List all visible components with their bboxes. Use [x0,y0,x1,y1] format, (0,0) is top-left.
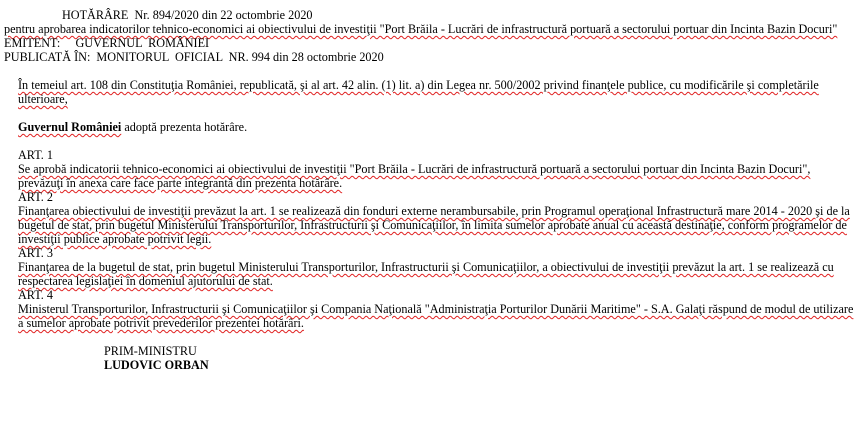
article-heading: ART. 3 [18,246,53,260]
article-text: Finanţarea de la bugetul de stat, prin bugetul Ministerului Transporturilor, Infrastructurii şi Comunicaţiilor, a obiectivului de investiţii prevăzut la art. 1 se realizează cu respectarea legislaţiei în domeniul ajutorului de stat. [18,260,834,288]
adoption-text: adoptă prezenta hotărâre. [121,120,248,134]
document-body [4,8,854,372]
article-heading: ART. 2 [18,190,53,204]
article-text: Se aprobă indicatorii tehnico-economici ai obiectivului de investiţii "Port Brăila - Lucrări de infrastructură portuară a sectorului portuar din Incinta Bazin Docuri", prevăzuţi în anexa care face parte integrantă din prezenta hotărâre. [18,162,811,190]
article-heading: ART. 4 [18,288,53,302]
article-heading: ART. 1 [18,148,53,162]
document-title: HOTĂRÂRE Nr. 894/2020 din 22 octombrie 2020 [62,8,313,22]
document-subject: pentru aprobarea indicatorilor tehnico-economici ai obiectivului de investiţii "Port Brăila - Lucrări de infrastructură portuară a sectorului portuar din Incinta Bazin Docuri" [4,22,838,36]
government-name: Guvernul României [18,120,122,134]
signature-name: LUDOVIC ORBAN [104,358,209,372]
article-text: Finanţarea obiectivului de investiţii prevăzut la art. 1 se realizează din fonduri externe nerambursabile, prin Programul operaţional Infrastructură mare 2014 - 2020 şi de la bugetul de stat, prin bugetul Ministerului Transporturilor, Infrastructurii şi Comunicaţiilor, în limita sumelor aprobate anual cu această destinaţie, conform programelor de investiţii publice aprobate potrivit legii. [18,204,850,246]
article-text: Ministerul Transporturilor, Infrastructurii şi Comunicaţiilor şi Compania Naţională "Administraţia Porturilor Dunării Maritime" - S.A. Galaţi răspund de modul de utilizare a sumelor aprobate potrivit prevederilor prezentei hotărâri. [18,302,854,330]
adoption-line [4,120,854,134]
preamble-paragraph: În temeiul art. 108 din Constituţia României, republicată, şi al art. 42 alin. (1) lit. a) din Legea nr. 500/2002 privind finanţele publice, cu modificările şi completările ulterioare, [18,78,819,106]
emitent-line: EMITENT: GUVERNUL ROMÂNIEI [4,36,210,50]
publication-line: PUBLICATĂ ÎN: MONITORUL OFICIAL NR. 994 din 28 octombrie 2020 [4,50,384,64]
signature-role: PRIM-MINISTRU [104,344,197,358]
